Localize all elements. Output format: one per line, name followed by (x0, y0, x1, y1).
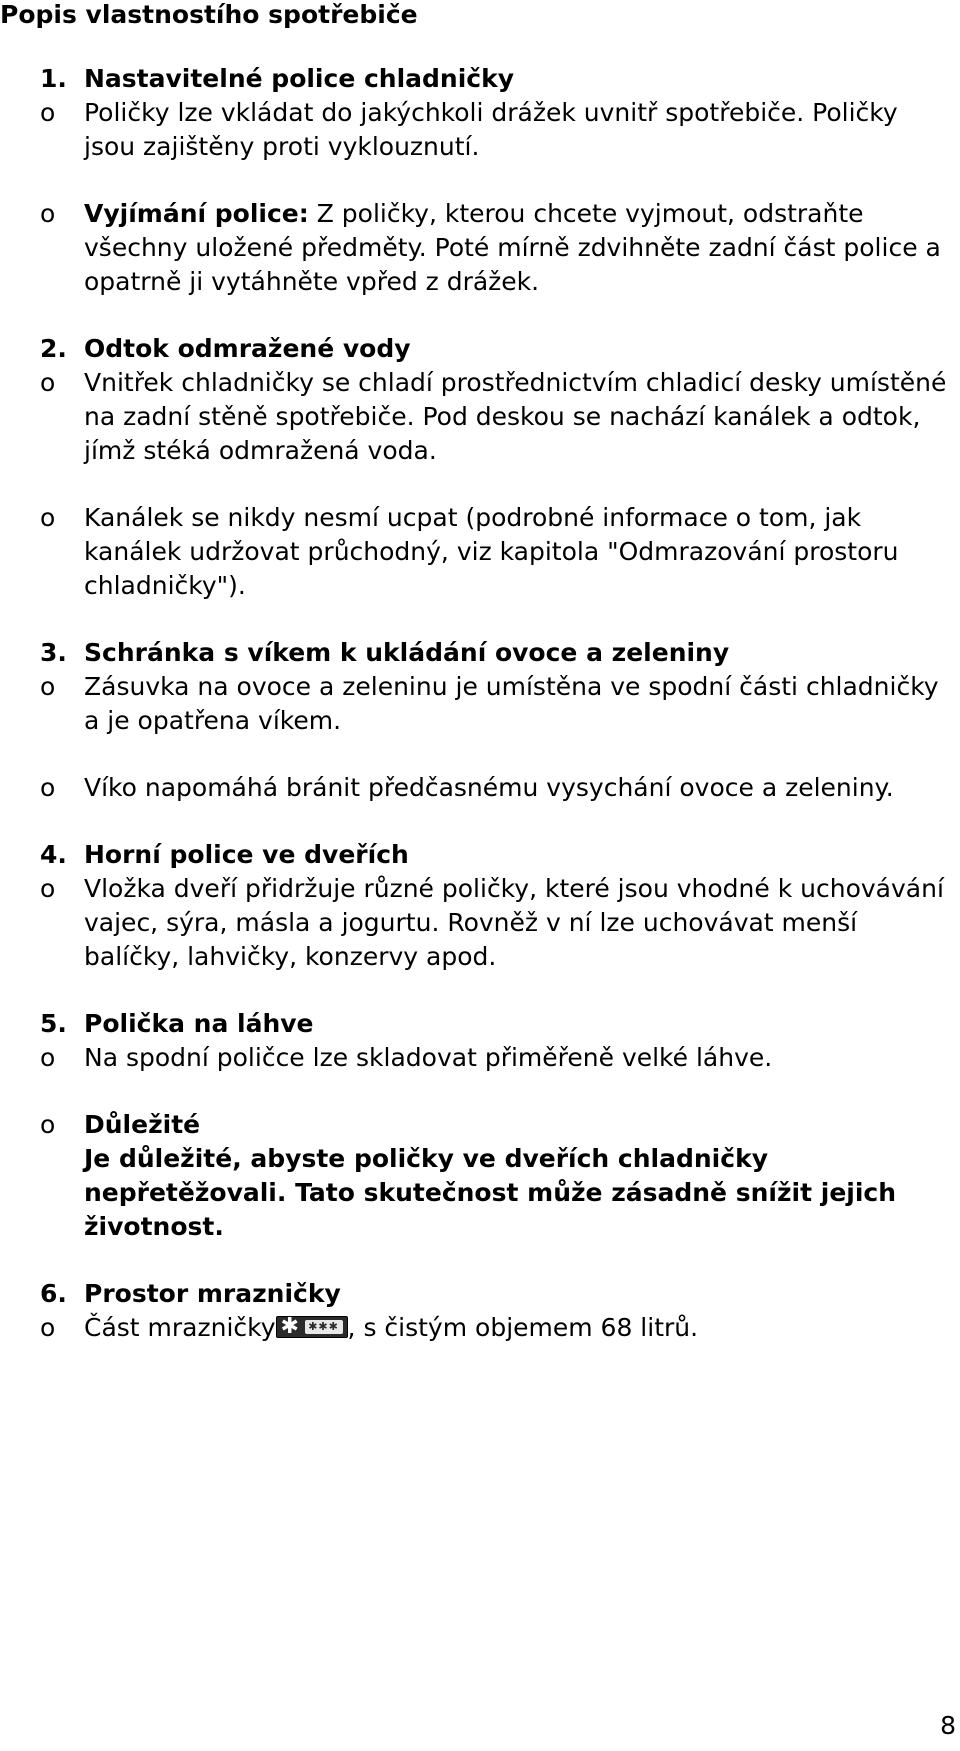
section-title: Odtok odmražené vody (84, 334, 411, 363)
list-item (0, 771, 960, 805)
section-1 (0, 62, 960, 299)
item-text: Víko napomáhá bránit předčasnému vysychání ovoce a zeleniny. (84, 773, 894, 802)
list-item (0, 1041, 960, 1075)
item-text-after: , s čistým objemem 68 litrů. (347, 1313, 699, 1342)
section-6 (0, 1277, 960, 1345)
important-heading: Důležité (84, 1110, 201, 1139)
page-number: 8 (940, 1711, 956, 1740)
item-text: Kanálek se nikdy nesmí ucpat (podrobné informace o tom, jak kanálek udržovat průchodný, viz kapitola "Odmrazování prostoru chladničky"). (84, 503, 899, 600)
list-item (0, 872, 960, 974)
item-lead: Vyjímání police: (84, 199, 309, 228)
item-body: Z poličky, kterou chcete vyjmout, odstraňte všechny uložené předměty. Poté mírně zdvihněte zadní část police a opatrně ji vytáhněte vpřed z drážek. (84, 199, 941, 296)
item-text: Na spodní poličce lze skladovat přiměřeně velké láhve. (84, 1043, 773, 1072)
bullet-marker: o (40, 1313, 56, 1342)
bullet-marker: o (40, 672, 56, 701)
list-item (0, 1311, 960, 1345)
section-number: 1. (40, 64, 67, 93)
important-text: Je důležité, abyste poličky ve dveřích chladničky nepřetěžovali. Tato skutečnost může zásadně snížit jejich životnost. (84, 1144, 897, 1241)
bullet-marker: o (40, 503, 56, 532)
item-text-before: Část mrazničky (84, 1313, 276, 1342)
section-2 (0, 332, 960, 603)
important-note (84, 1108, 960, 1244)
section-heading (0, 636, 960, 670)
bullet-marker: o (40, 1110, 56, 1139)
page-title: Popis vlastnostího spotřebiče (0, 0, 418, 29)
list-item (0, 501, 960, 603)
section-number: 5. (40, 1009, 67, 1038)
section-number: 6. (40, 1279, 67, 1308)
section-3 (0, 636, 960, 805)
list-item (0, 366, 960, 468)
section-heading (0, 1007, 960, 1041)
document-body (0, 62, 960, 1378)
list-item (0, 197, 960, 299)
bullet-marker: o (40, 874, 56, 903)
item-text: Vložka dveří přidržuje různé poličky, které jsou vhodné k uchovávání vajec, sýra, másla a jogurtu. Rovněž v ní lze uchovávat menší balíčky, lahvičky, konzervy apod. (84, 874, 944, 971)
bullet-marker: o (40, 368, 56, 397)
bullet-marker: o (40, 1043, 56, 1072)
section-heading (0, 332, 960, 366)
section-4 (0, 838, 960, 974)
bullet-marker: o (40, 199, 56, 228)
item-text (84, 197, 960, 299)
item-text: Vnitřek chladničky se chladí prostřednictvím chladicí desky umístěné na zadní stěně spotřebiče. Pod deskou se nachází kanálek a odtok, jímž stéká odmražená voda. (84, 368, 947, 465)
list-item (0, 1108, 960, 1244)
section-heading (0, 838, 960, 872)
section-number: 4. (40, 840, 67, 869)
item-text: Zásuvka na ovoce a zeleninu je umístěna ve spodní části chladničky a je opatřena víkem. (84, 672, 939, 735)
section-number: 2. (40, 334, 67, 363)
bullet-marker: o (40, 773, 56, 802)
section-title: Prostor mrazničky (84, 1279, 341, 1308)
section-number: 3. (40, 638, 67, 667)
section-title: Horní police ve dveřích (84, 840, 409, 869)
section-title: Nastavitelné police chladničky (84, 64, 515, 93)
section-heading (0, 62, 960, 96)
item-text (84, 1311, 960, 1345)
bullet-marker: o (40, 98, 56, 127)
section-title: Polička na láhve (84, 1009, 314, 1038)
item-text: Poličky lze vkládat do jakýchkoli drážek uvnitř spotřebiče. Poličky jsou zajištěny proti vyklouznutí. (84, 98, 898, 161)
section-title: Schránka s víkem k ukládání ovoce a zeleniny (84, 638, 730, 667)
section-5 (0, 1007, 960, 1244)
section-heading (0, 1277, 960, 1311)
list-item (0, 670, 960, 738)
list-item (0, 96, 960, 164)
freezer-star-rating-icon: ✱ ✱✱✱ (276, 1316, 348, 1338)
